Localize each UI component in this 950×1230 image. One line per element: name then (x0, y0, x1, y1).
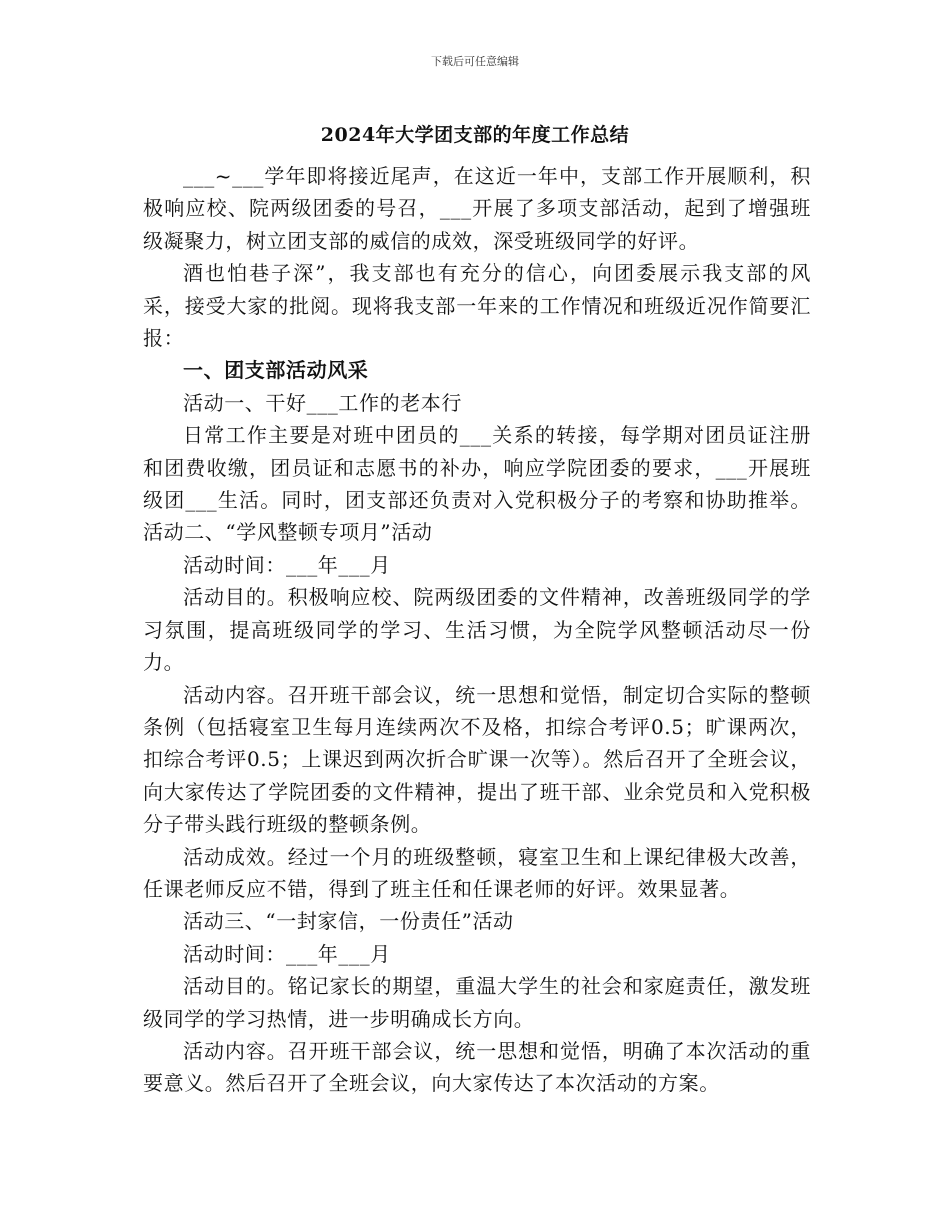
activity-two-goal: 活动目的。积极响应校、院两级团委的文件精神，改善班级同学的学习氛围，提高班级同学的学习、生活习惯，为全院学风整顿活动尽一份力。 (143, 585, 811, 675)
document-body (143, 160, 811, 1100)
paragraph-confidence: 酒也怕巷子深”，我支部也有充分的信心，向团委展示我支部的风采，接受大家的批阅。现将我支部一年来的工作情况和班级近况作简要汇报： (143, 261, 811, 351)
paragraph-intro: ___~___学年即将接近尾声，在这近一年中，支部工作开展顺利，积极响应校、院两级团委的号召，___开展了多项支部活动，起到了增强班级凝聚力，树立团支部的威信的成效，深受班级同学的好评。 (143, 164, 811, 253)
activity-two-result: 活动成效。经过一个月的班级整顿，寝室卫生和上课纪律极大改善，任课老师反应不错，得到了班主任和任课老师的好评。效果显著。 (143, 844, 811, 901)
activity-two-content: 活动内容。召开班干部会议，统一思想和觉悟，制定切合实际的整顿条例（包括寝室卫生每月连续两次不及格，扣综合考评0.5；旷课两次，扣综合考评0.5；上课迟到两次折合旷课一次等）。然后召开了全班会议，向大家传达了学院团委的文件精神，提出了班干部、业余党员和入党积极分子带头践行班级的整顿条例。 (143, 682, 811, 837)
activity-two-time: 活动时间：___年___月 (183, 552, 391, 577)
activity-one-title: 活动一、干好___工作的老本行 (183, 390, 462, 415)
activity-three-goal: 活动目的。铭记家长的期望，重温大学生的社会和家庭责任，激发班级同学的学习热情，进一步明确成长方向。 (143, 974, 811, 1031)
section-heading: 一、团支部活动风采 (183, 358, 369, 383)
activity-three-content: 活动内容。召开班干部会议，统一思想和觉悟，明确了本次活动的重要意义。然后召开了全班会议，向大家传达了本次活动的方案。 (143, 1038, 811, 1096)
header-note: 下载后可任意编辑 (431, 55, 519, 68)
document-title: 2024年大学团支部的年度工作总结 (320, 124, 630, 146)
paragraph-daily-work: 日常工作主要是对班中团员的___关系的转接，每学期对团员证注册和团费收缴，团员证和志愿书的补办，响应学院团委的要求，___开展班级团___生活。同时，团支部还负责对入党积极分子的考察和协助推举。活动二、“学风整顿专项月”活动 (143, 423, 811, 545)
activity-three-time: 活动时间：___年___月 (183, 941, 391, 966)
activity-three-title: 活动三、“一封家信，一份责任”活动 (183, 909, 514, 934)
